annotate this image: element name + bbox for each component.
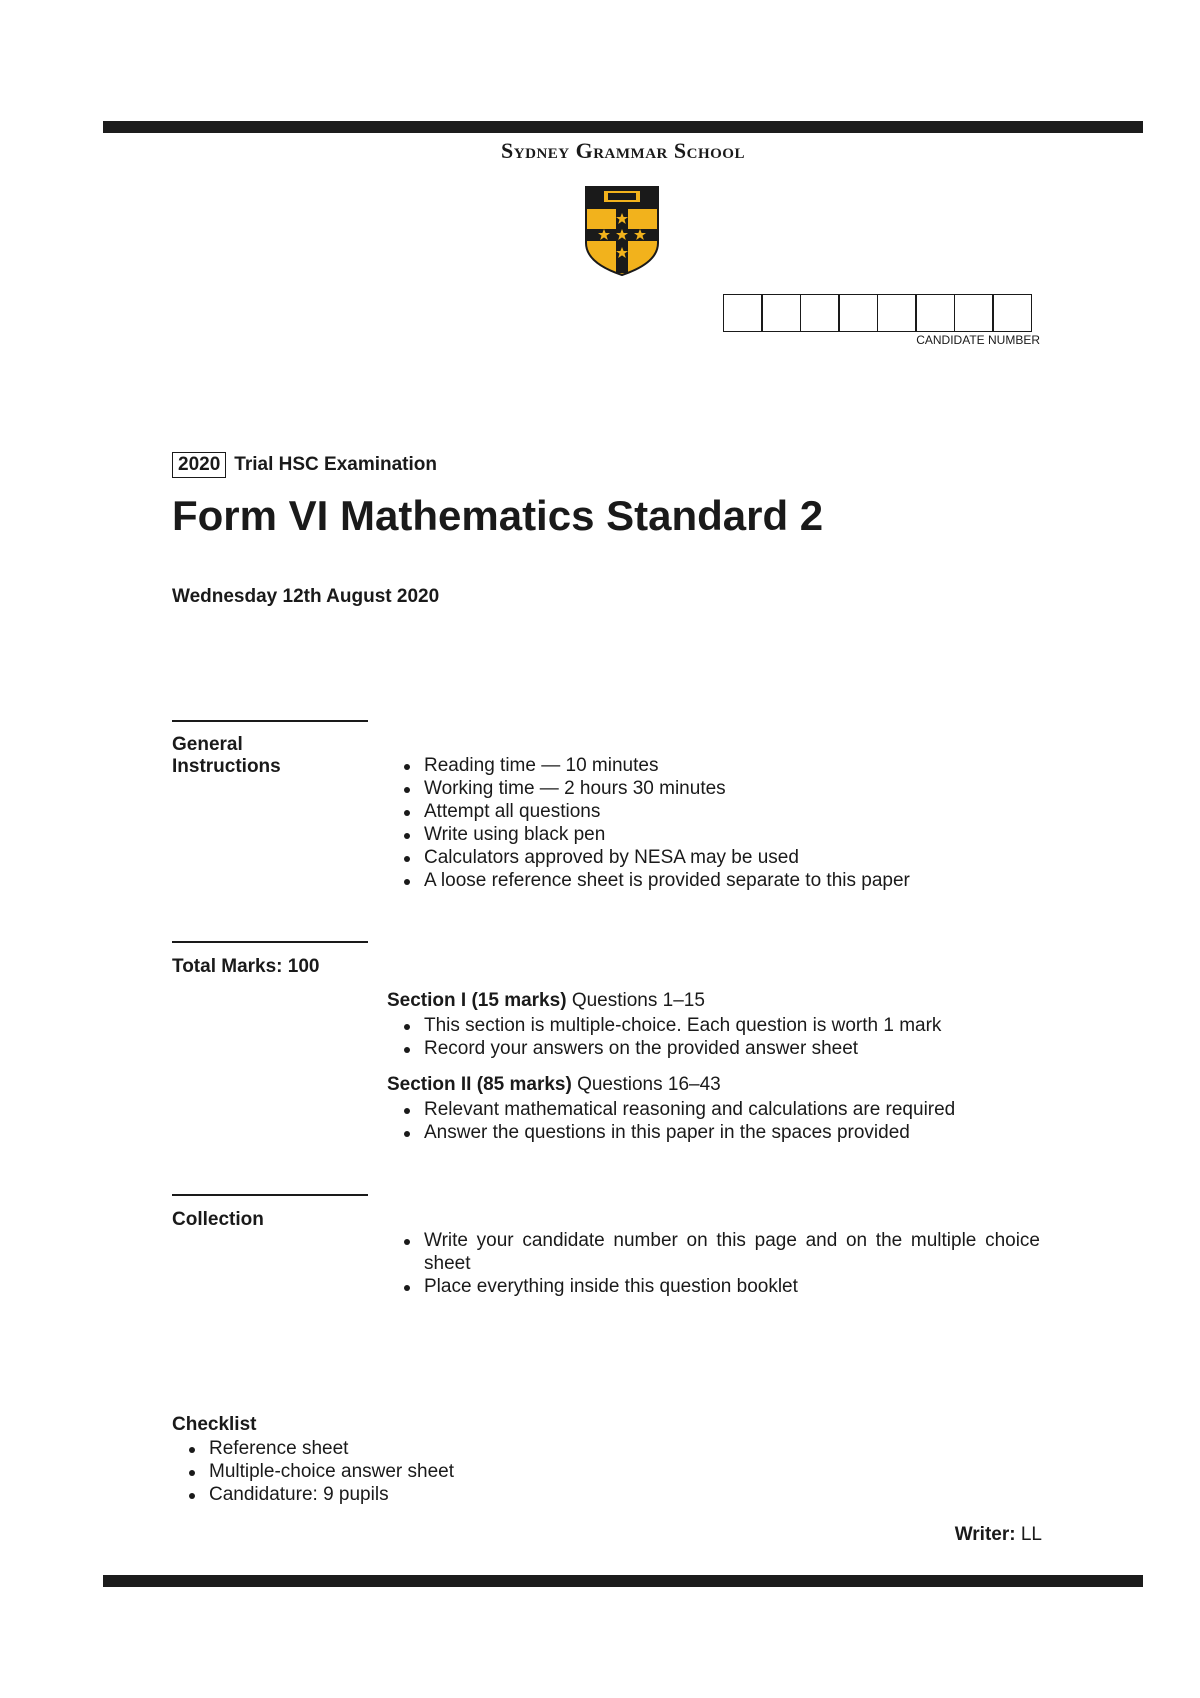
section-1-list xyxy=(387,1014,941,1060)
section-2-list xyxy=(387,1098,955,1144)
list-item: Relevant mathematical reasoning and calculations are required xyxy=(387,1098,955,1121)
list-item: Write your candidate number on this page and on the multiple choice sheet xyxy=(387,1229,1040,1275)
list-item: Answer the questions in this paper in the spaces provided xyxy=(387,1121,955,1144)
section-2-heading: Section II (85 marks) Questions 16–43 xyxy=(387,1074,721,1095)
list-item: Reference sheet xyxy=(172,1437,454,1460)
list-item: This section is multiple-choice. Each question is worth 1 mark xyxy=(387,1014,941,1037)
school-crest-icon xyxy=(584,185,660,277)
collection-label: Collection xyxy=(172,1209,264,1230)
top-rule xyxy=(103,121,1143,133)
checklist-label: Checklist xyxy=(172,1414,257,1435)
list-item: Multiple-choice answer sheet xyxy=(172,1460,454,1483)
section-divider xyxy=(172,941,368,943)
candidate-digit-box[interactable] xyxy=(838,294,878,332)
general-instructions-list xyxy=(387,754,910,892)
bottom-rule xyxy=(103,1575,1143,1587)
list-item: Candidature: 9 pupils xyxy=(172,1483,454,1506)
list-item: Working time — 2 hours 30 minutes xyxy=(387,777,910,800)
collection-list xyxy=(387,1229,1040,1298)
general-instructions-label: General Instructions xyxy=(172,734,281,777)
exam-date: Wednesday 12th August 2020 xyxy=(172,586,440,607)
exam-heading xyxy=(172,452,437,478)
candidate-digit-box[interactable] xyxy=(723,294,763,332)
list-item: Place everything inside this question booklet xyxy=(387,1275,1040,1298)
list-item: Reading time — 10 minutes xyxy=(387,754,910,777)
candidate-digit-box[interactable] xyxy=(954,294,994,332)
candidate-digit-box[interactable] xyxy=(761,294,801,332)
candidate-digit-box[interactable] xyxy=(877,294,917,332)
section-divider xyxy=(172,720,368,722)
exam-year-badge: 2020 xyxy=(172,452,226,478)
list-item: A loose reference sheet is provided separate to this paper xyxy=(387,869,910,892)
writer-credit: Writer: LL xyxy=(954,1524,1042,1545)
checklist-list xyxy=(172,1437,454,1506)
candidate-digit-box[interactable] xyxy=(992,294,1032,332)
section-1-heading: Section I (15 marks) Questions 1–15 xyxy=(387,990,705,1011)
list-item: Record your answers on the provided answer sheet xyxy=(387,1037,941,1060)
candidate-digit-box[interactable] xyxy=(915,294,955,332)
school-name: Sydney Grammar School xyxy=(501,138,745,163)
candidate-number-label: CANDIDATE NUMBER xyxy=(916,333,1040,347)
exam-title: Form VI Mathematics Standard 2 xyxy=(172,492,824,539)
candidate-number-boxes[interactable] xyxy=(724,294,1032,332)
total-marks-label: Total Marks: 100 xyxy=(172,956,320,977)
list-item: Write using black pen xyxy=(387,823,910,846)
list-item: Attempt all questions xyxy=(387,800,910,823)
section-divider xyxy=(172,1194,368,1196)
candidate-digit-box[interactable] xyxy=(800,294,840,332)
list-item: Calculators approved by NESA may be used xyxy=(387,846,910,869)
exam-type: Trial HSC Examination xyxy=(234,454,438,475)
